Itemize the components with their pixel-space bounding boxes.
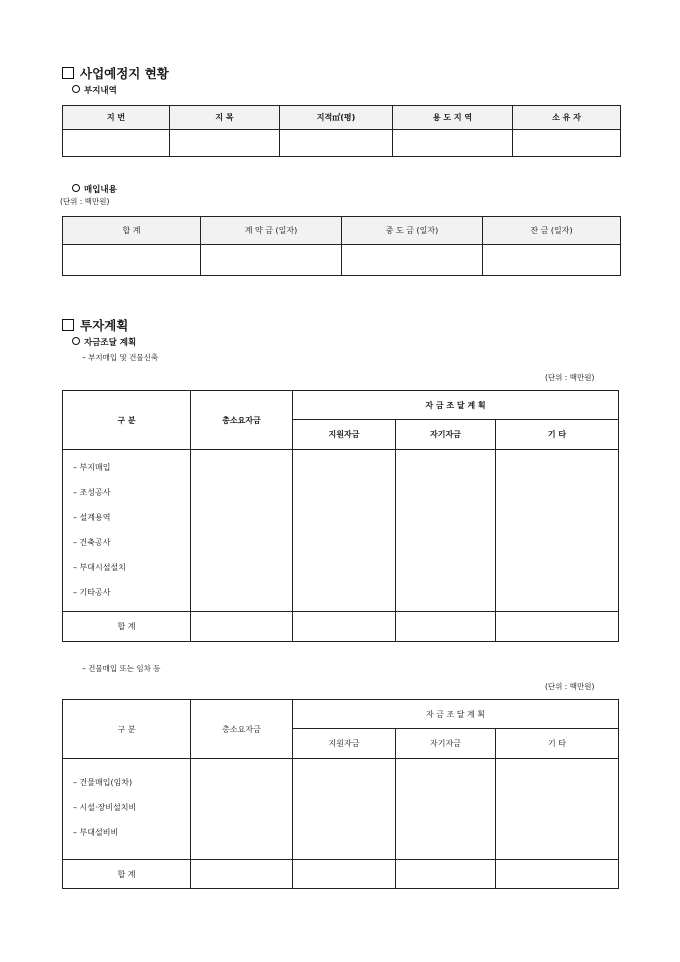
list-item: – 시설·장비설치비 xyxy=(73,803,137,812)
section-title-investment: 투자계획 xyxy=(62,316,128,334)
t1-cell[interactable] xyxy=(293,450,396,612)
purchase-unit: (단위 : 백만원) xyxy=(60,197,110,206)
t1-header-total: 총소요자금 xyxy=(191,391,293,450)
land-cell[interactable] xyxy=(63,130,170,157)
subtitle-land: 부지내역 xyxy=(72,84,117,96)
t1-header-other: 기 타 xyxy=(496,420,619,450)
purchase-header-total: 합 계 xyxy=(63,217,201,245)
t2-cell[interactable] xyxy=(293,759,396,860)
square-bullet-icon xyxy=(62,319,74,331)
land-header-owner: 소 유 자 xyxy=(513,106,621,130)
land-header-lot: 지 번 xyxy=(63,106,170,130)
list-item: – 부지매입 xyxy=(73,463,111,472)
t1-cell[interactable] xyxy=(191,450,293,612)
t2-header-category: 구 분 xyxy=(63,700,191,759)
land-table xyxy=(62,105,621,157)
purchase-header-deposit: 계 약 금 (일자) xyxy=(201,217,342,245)
t2-total-label: 합 계 xyxy=(63,860,191,889)
subtitle-purchase: 매입내용 xyxy=(72,183,117,195)
purchase-cell[interactable] xyxy=(483,245,621,276)
table1-caption: – 부지매입 및 건물신축 xyxy=(82,353,159,362)
t1-header-support: 지원자금 xyxy=(293,420,396,450)
t2-header-total: 총소요자금 xyxy=(191,700,293,759)
t1-cell[interactable] xyxy=(191,612,293,642)
t1-header-plan: 자 금 조 달 계 획 xyxy=(293,391,619,420)
t2-cell[interactable] xyxy=(191,759,293,860)
t1-cell[interactable] xyxy=(293,612,396,642)
purchase-cell[interactable] xyxy=(342,245,483,276)
table2-unit: (단위 : 백만원) xyxy=(545,682,595,691)
list-item: – 설계용역 xyxy=(73,513,111,522)
table2-caption: – 건물매입 또는 임차 등 xyxy=(82,664,161,673)
t1-header-own: 자기자금 xyxy=(396,420,496,450)
t1-cell[interactable] xyxy=(496,450,619,612)
list-item: – 건축공사 xyxy=(73,538,111,547)
purchase-cell[interactable] xyxy=(63,245,201,276)
circle-bullet-icon xyxy=(72,184,80,192)
t2-header-own: 자기자금 xyxy=(396,729,496,759)
list-item: – 건물매입(임차) xyxy=(73,778,133,787)
t1-header-category: 구 분 xyxy=(63,391,191,450)
t2-cell[interactable] xyxy=(396,860,496,889)
land-header-category: 지 목 xyxy=(170,106,280,130)
land-cell[interactable] xyxy=(280,130,393,157)
t2-cell[interactable] xyxy=(293,860,396,889)
t2-items-cell xyxy=(63,759,191,860)
funding-table-1 xyxy=(62,390,619,642)
t2-cell[interactable] xyxy=(496,860,619,889)
t2-cell[interactable] xyxy=(396,759,496,860)
t1-cell[interactable] xyxy=(496,612,619,642)
t2-header-other: 기 타 xyxy=(496,729,619,759)
list-item: – 부대설비비 xyxy=(73,828,119,837)
purchase-cell[interactable] xyxy=(201,245,342,276)
subtitle-funding: 자금조달 계획 xyxy=(72,336,136,348)
list-item: – 기타공사 xyxy=(73,588,111,597)
section-title-site: 사업예정지 현황 xyxy=(62,64,169,82)
land-cell[interactable] xyxy=(513,130,621,157)
t2-header-support: 지원자금 xyxy=(293,729,396,759)
t1-cell[interactable] xyxy=(396,612,496,642)
table1-unit: (단위 : 백만원) xyxy=(545,373,595,382)
list-item: – 부대시설설치 xyxy=(73,563,126,572)
circle-bullet-icon xyxy=(72,85,80,93)
t2-header-plan: 자 금 조 달 계 획 xyxy=(293,700,619,729)
t1-cell[interactable] xyxy=(396,450,496,612)
land-header-zone: 용 도 지 역 xyxy=(393,106,513,130)
t2-cell[interactable] xyxy=(191,860,293,889)
land-cell[interactable] xyxy=(170,130,280,157)
t1-items-cell xyxy=(63,450,191,612)
land-header-area: 지적㎡(평) xyxy=(280,106,393,130)
land-cell[interactable] xyxy=(393,130,513,157)
t2-cell[interactable] xyxy=(496,759,619,860)
square-bullet-icon xyxy=(62,67,74,79)
t1-total-label: 합 계 xyxy=(63,612,191,642)
purchase-table xyxy=(62,216,621,276)
purchase-header-interim: 중 도 금 (일자) xyxy=(342,217,483,245)
funding-table-2 xyxy=(62,699,619,889)
circle-bullet-icon xyxy=(72,337,80,345)
list-item: – 조성공사 xyxy=(73,488,111,497)
purchase-header-balance: 잔 금 (일자) xyxy=(483,217,621,245)
